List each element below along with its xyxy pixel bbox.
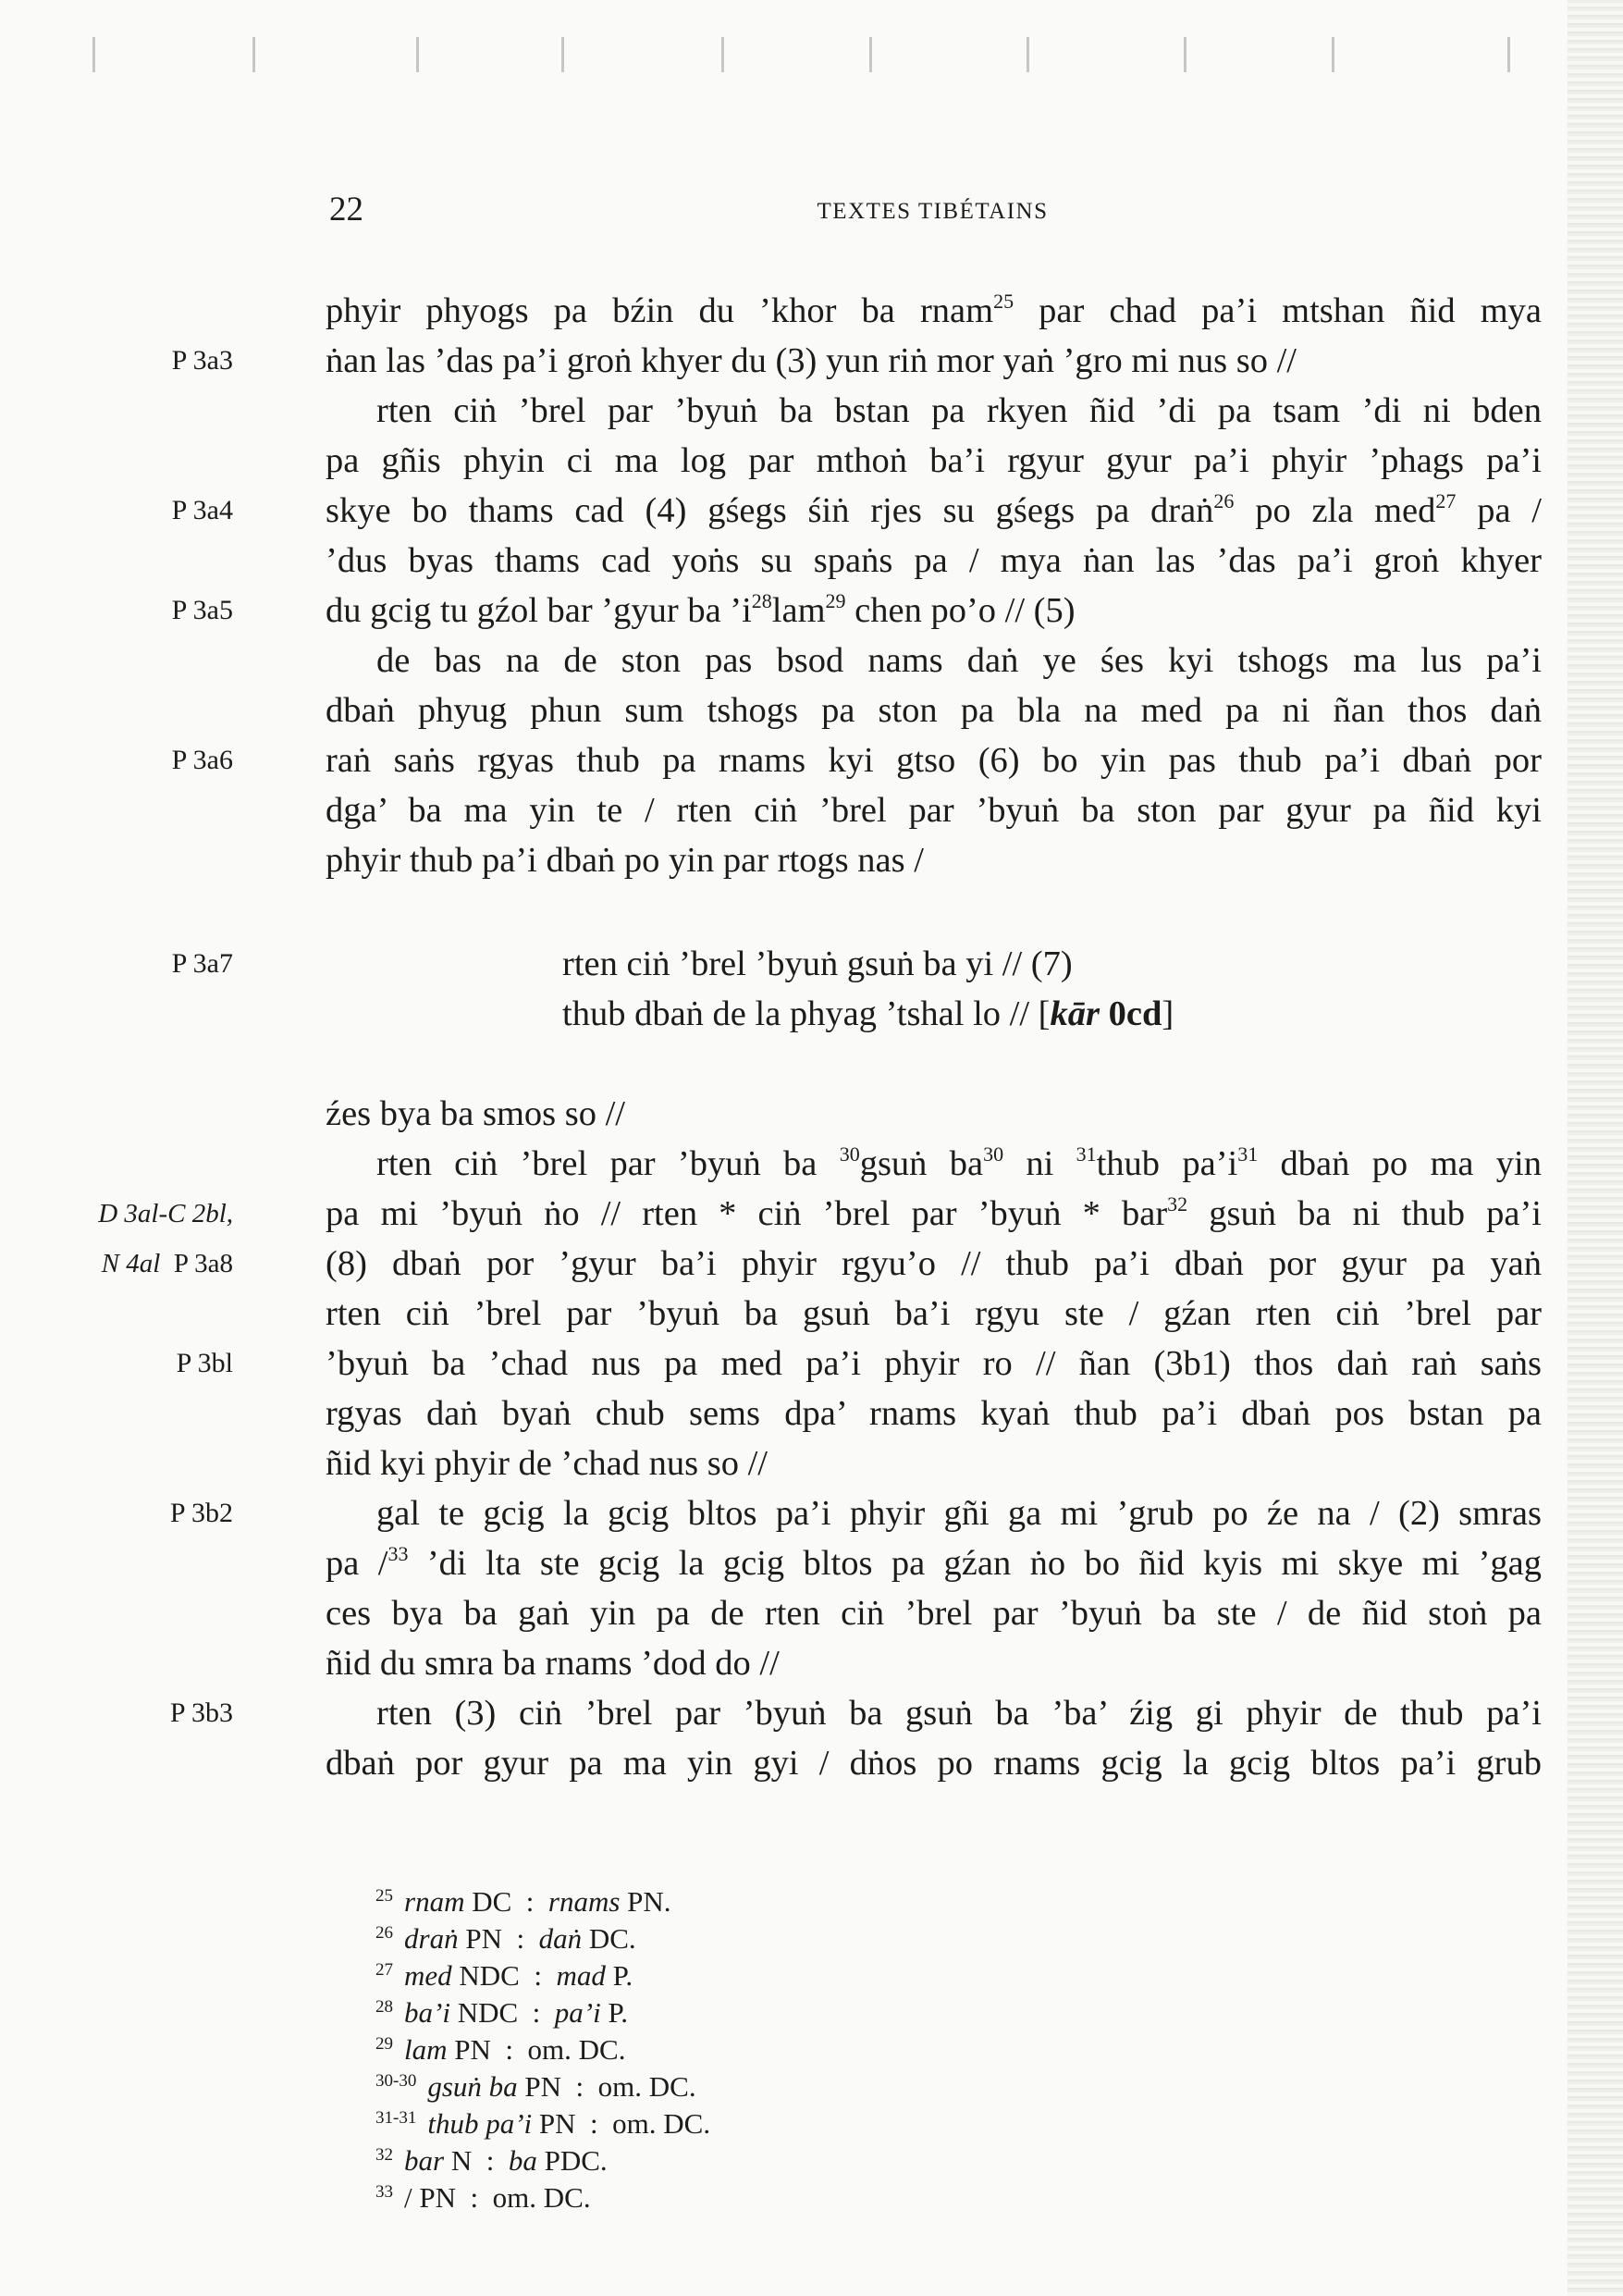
margin-ref: P 3bl [176, 1348, 233, 1378]
footnote-ref: 30 [983, 1142, 1004, 1166]
margin-ref: P 3a3 [171, 345, 233, 376]
margin-ref: P 3a6 [171, 745, 233, 775]
text-line: pa /$^{33}$ ’di lta ste gcig la gcig bltos pa gźan ṅo bo ñid kyis mi skye mi ’gag [326, 1542, 1542, 1583]
text-line: źes bya ba smos so // [326, 1094, 625, 1133]
footnote-ref: 31 [1237, 1142, 1259, 1166]
text-line: P 3a3 ṅan las ’das pa’i groṅ khyer du (3) yun riṅ mor yaṅ ’gro mi nus so // [326, 336, 1542, 386]
text-line: P 3b3 rten (3) ciṅ ’brel par ’byuṅ ba gsuṅ ba ’ba’ źig gi phyir de thub pa’i [326, 1688, 1542, 1738]
footnote: $^{25}$ rnam DC : rnams PN. [375, 1885, 671, 1918]
footnote-ref: 27 [1435, 489, 1457, 512]
footnote: $^{27}$ med NDC : mad P. [375, 1959, 633, 1992]
text-line: phyir thub pa’i dbaṅ po yin par rtogs nas / [326, 841, 924, 880]
footnote: $^{30-30}$ gsuṅ ba PN : om. DC. [375, 2070, 696, 2103]
text-line: dga’ ba ma yin te / rten ciṅ ’brel par ’byuṅ ba ston par gyur pa ñid kyi [326, 791, 1542, 830]
footnote-ref: 31 [1076, 1142, 1097, 1166]
margin-ref: P 3a5 [171, 595, 233, 625]
verse-line: thub dbaṅ de la phyag ’tshal lo // [kār 0cd] [562, 994, 1174, 1033]
text-line: P 3bl ’byuṅ ba ’chad nus pa med pa’i phyir ro // ñan (3b1) thos daṅ raṅ saṅs [326, 1339, 1542, 1389]
footnote-ref: 26 [1213, 489, 1235, 512]
text-line: rten ciṅ ’brel par ’byuṅ ba bstan pa rkyen ñid ’di pa tsam ’di ni bden [376, 391, 1542, 430]
page-number: 22 [329, 191, 363, 228]
scan-edge-shadow [1568, 0, 1623, 2296]
text-line: P 3a4 skye bo thams cad (4) gśegs śiṅ rjes su gśegs pa draṅ$^{26}$ po zla med$^{27}$ pa / [326, 486, 1542, 536]
text-line: ñid du smra ba rnams ’dod do // [326, 1644, 780, 1683]
text-line: rten ciṅ ’brel par ’byuṅ ba $^{30}$gsuṅ $ba^{30}$ ni $^{31}$thub $pa’i^{31}$ dbaṅ po ma yin [376, 1142, 1542, 1183]
footnote-ref: 32 [1167, 1192, 1188, 1216]
footnote-ref: 25 [993, 290, 1014, 313]
margin-ref: N 4al P 3a8 [101, 1249, 233, 1278]
text-line: D 3al-C 2bl, pa mi ’byuṅ ṅo // rten * ciṅ ’brel par ’byuṅ * bar$^{32}$ gsuṅ ba ni thub pa’i [326, 1189, 1542, 1239]
verse-line: P 3a7 rten ciṅ ’brel ’byuṅ gsuṅ ba yi // (7) [326, 939, 1542, 989]
margin-ref: D 3al-C 2bl, [98, 1199, 233, 1228]
text-line: ’dus byas thams cad yoṅs su spaṅs pa / mya ṅan las ’das pa’i groṅ khyer [326, 541, 1542, 580]
text-line: P 3b2 gal te gcig la gcig bltos pa’i phyir gñi ga mi ’grub po źe na / (2) smras [326, 1488, 1542, 1538]
margin-ref: P 3a4 [171, 495, 233, 525]
margin-ref: P 3b3 [169, 1697, 233, 1728]
text-line: ñid kyi phyir de ’chad nus so // [326, 1444, 768, 1483]
text-line: de bas na de ston pas bsod nams daṅ ye śes kyi tshogs ma lus pa’i [376, 641, 1542, 680]
running-title: TEXTES TIBÉTAINS [817, 199, 1049, 224]
footnote-ref: 29 [825, 589, 846, 612]
footnote: $^{33}$ / PN : om. DC. [375, 2181, 591, 2214]
margin-ref: P 3b2 [169, 1498, 233, 1528]
footnote: $^{28}$ ba’i NDC : pa’i P. [375, 1996, 629, 2029]
footnote-ref: 33 [387, 1542, 409, 1565]
text-line: phyir phyogs pa bźin du ’khor ba rnam$^{25}$ par chad pa’i mtshan ñid mya [326, 290, 1542, 330]
footnote: $^{32}$ bar N : ba PDC. [375, 2144, 608, 2177]
text-line: dbaṅ phyug phun sum tshogs pa ston pa bla na med pa ni ñan thos daṅ [326, 691, 1542, 730]
text-line: N 4al P 3a8 (8) dbaṅ por ’gyur ba’i phyir rgyu’o // thub pa’i dbaṅ por gyur pa yaṅ [326, 1239, 1542, 1289]
text-line: rten ciṅ ’brel par ’byuṅ ba gsuṅ ba’i rgyu ste / gźan rten ciṅ ’brel par [326, 1294, 1542, 1333]
footnote-ref: 28 [751, 589, 772, 612]
text-line: dbaṅ por gyur pa ma yin gyi / dṅos po rnams gcig la gcig bltos pa’i grub [326, 1744, 1542, 1783]
footnote: $^{31-31}$ thub pa’i PN : om. DC. [375, 2107, 711, 2140]
margin-ref: P 3a7 [171, 948, 233, 979]
footnote: $^{26}$ draṅ PN : daṅ DC. [375, 1922, 636, 1955]
page-header [329, 190, 1536, 236]
text-line: pa gñis phyin ci ma log par mthoṅ ba’i rgyur gyur pa’i phyir ’phags pa’i [326, 441, 1542, 480]
footnote-ref: 30 [839, 1142, 860, 1166]
footnote: $^{29}$ lam PN : om. DC. [375, 2033, 626, 2066]
text-line: P 3a5 du gcig tu gźol bar ’gyur ba $’i^{28}lam^{29}$ chen po’o // (5) [326, 586, 1542, 636]
text-line: P 3a6 raṅ saṅs rgyas thub pa rnams kyi gtso (6) bo yin pas thub pa’i dbaṅ por [326, 735, 1542, 785]
scan-top-artifacts [88, 37, 1512, 74]
text-line: rgyas daṅ byaṅ chub sems dpa’ rnams kyaṅ thub pa’i dbaṅ pos bstan pa [326, 1394, 1542, 1433]
text-line: ces bya ba gaṅ yin pa de rten ciṅ ’brel par ’byuṅ ba ste / de ñid stoṅ pa [326, 1594, 1542, 1633]
